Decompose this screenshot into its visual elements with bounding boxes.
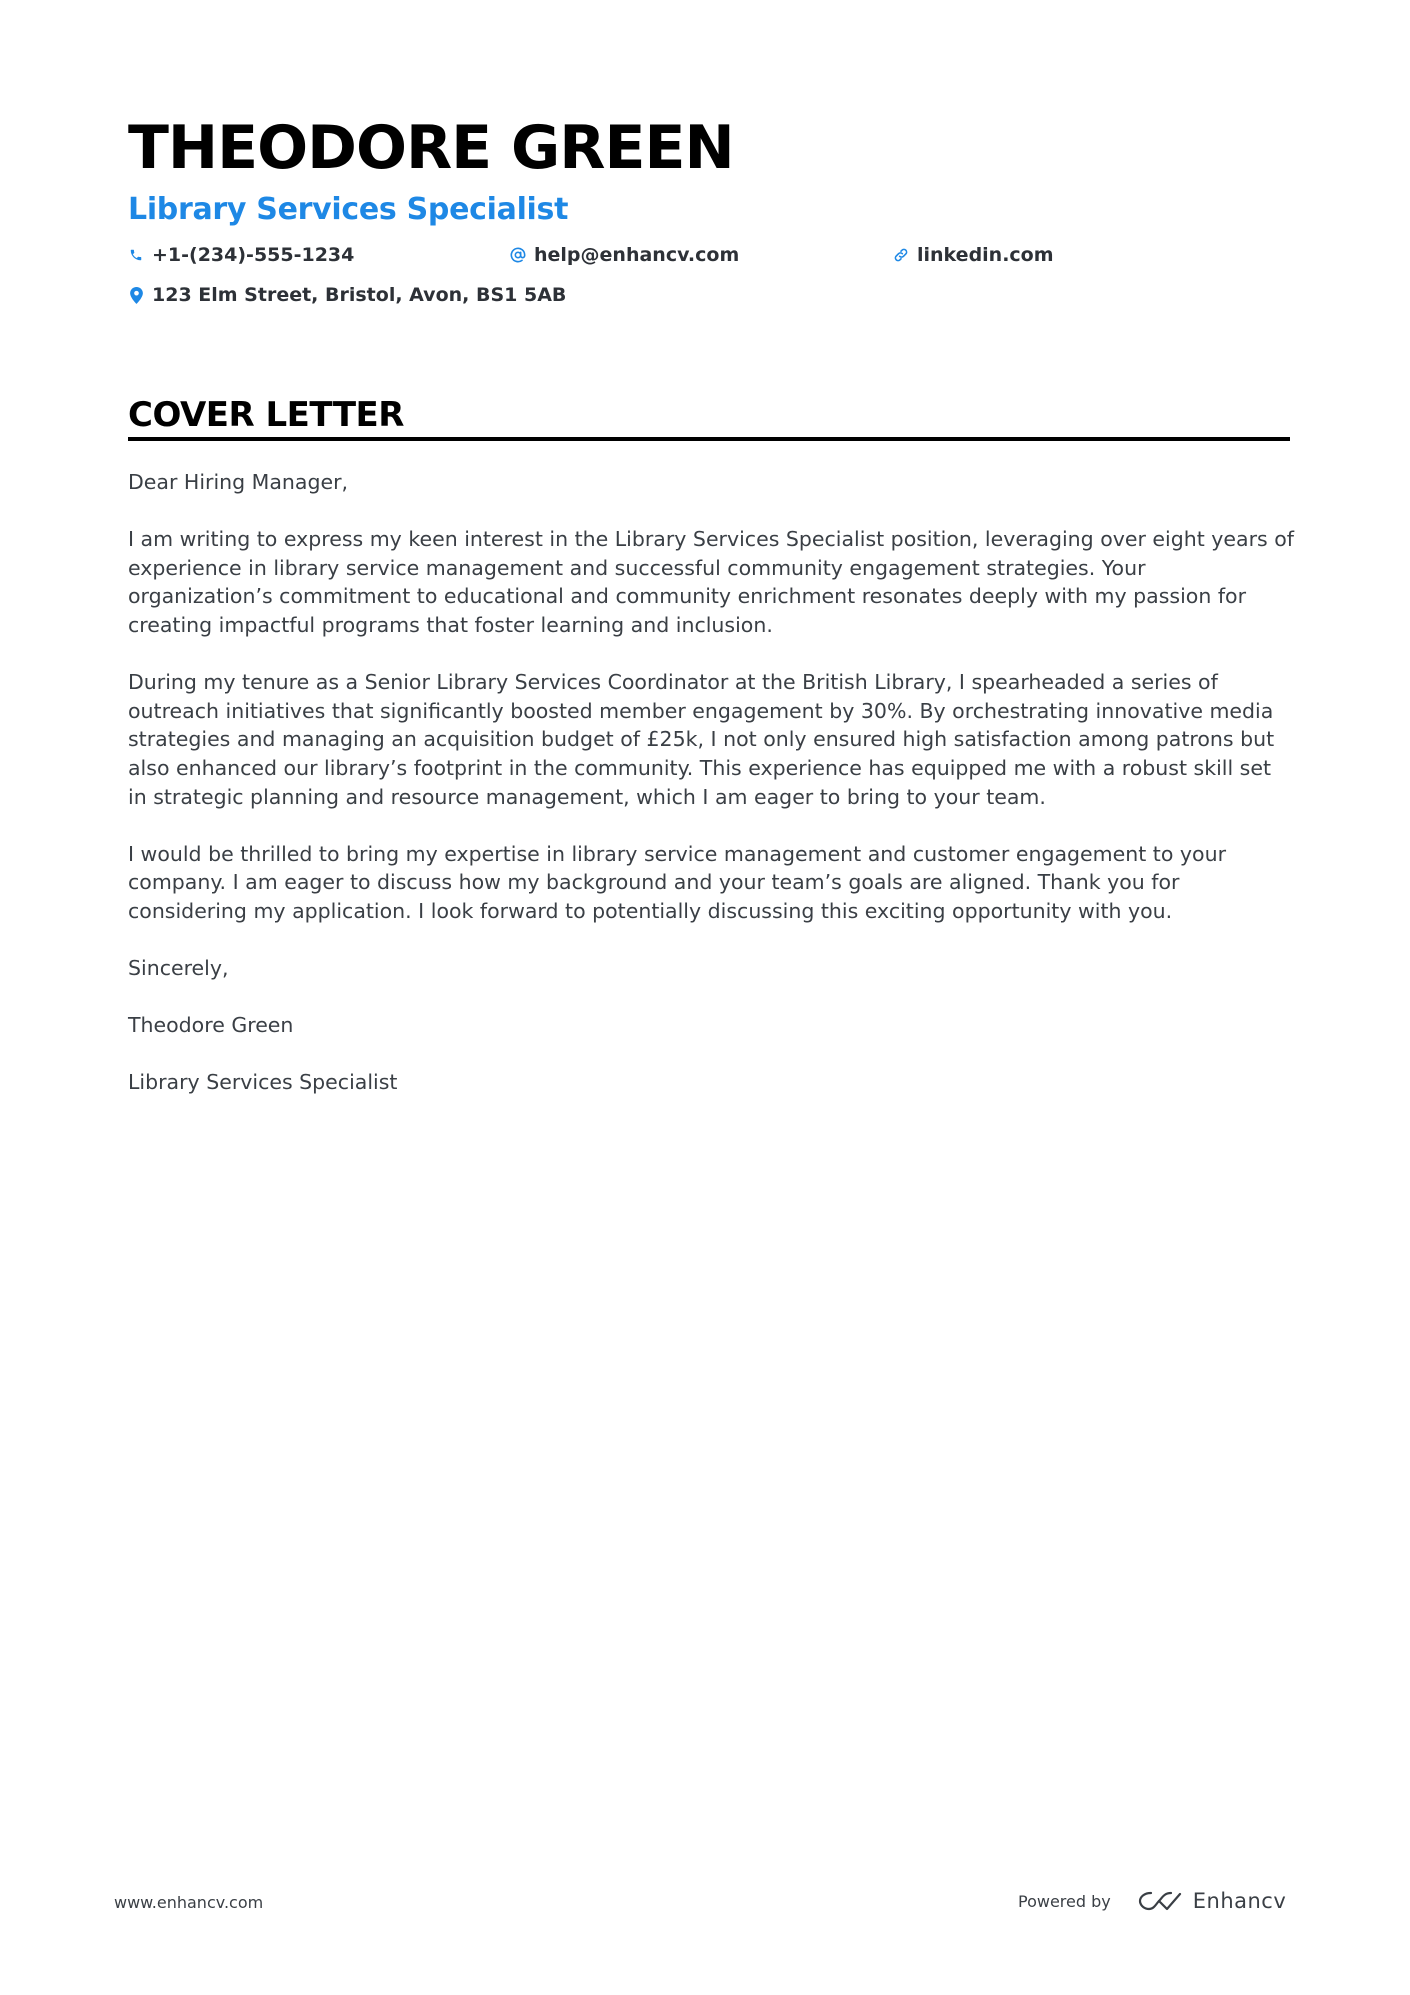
letter-greeting: Dear Hiring Manager, xyxy=(128,470,349,494)
contact-email[interactable] xyxy=(510,242,739,268)
brand-name: Enhancv xyxy=(1192,1889,1287,1913)
linkedin-text[interactable]: linkedin.com xyxy=(917,244,1054,266)
section-title: COVER LETTER xyxy=(128,395,404,435)
powered-by xyxy=(1018,1889,1286,1913)
letter-closing: Sincerely, xyxy=(128,956,229,981)
footer-url[interactable]: www.enhancv.com xyxy=(114,1893,264,1912)
letter-paragraph: During my tenure as a Senior Library Services Coordinator at the British Library, I spearheaded a series of outreach initiatives that significantly boosted member engagement by 30%. By orchestrating innovative media strategies and managing an acquisition budget of £25k, I not only ensured high satisfaction among patrons but also enhanced our library’s footprint in the community. This experience has equipped me with a robust skill set in strategic planning and resource management, which I am eager to bring to your team. xyxy=(128,670,1275,809)
phone-icon xyxy=(128,246,144,264)
letter-paragraph: I would be thrilled to bring my expertise in library service management and customer engagement to your company. I am eager to discuss how my background and your team’s goals are aligned. Thank you for considering my application. I look forward to potentially discussing this exciting opportunity with you. xyxy=(128,841,1226,923)
contact-phone xyxy=(128,242,354,268)
candidate-name: THEODORE GREEN xyxy=(128,113,734,183)
at-icon xyxy=(510,246,526,264)
candidate-role: Library Services Specialist xyxy=(128,192,569,227)
phone-text: +1-(234)-555-1234 xyxy=(152,244,355,266)
contact-linkedin[interactable] xyxy=(893,242,1054,268)
letter-body xyxy=(128,468,1294,1126)
signature-name: Theodore Green xyxy=(128,1013,294,1038)
letter-paragraph: I am writing to express my keen interest in the Library Services Specialist position, leveraging over eight years of experience in library service management and successful community engagement strategies. Your organization’s commitment to educational and community enrichment resonates deeply with my passion for creating impactful programs that foster learning and inclusion. xyxy=(128,527,1294,637)
link-icon xyxy=(893,246,909,264)
enhancv-logo-icon xyxy=(1137,1889,1183,1913)
email-text[interactable]: help@enhancv.com xyxy=(534,244,740,266)
contact-address xyxy=(128,282,566,308)
powered-by-label: Powered by xyxy=(1018,1891,1111,1911)
signature-title: Library Services Specialist xyxy=(128,1070,398,1095)
address-text: 123 Elm Street, Bristol, Avon, BS1 5AB xyxy=(152,284,567,306)
section-divider xyxy=(128,437,1290,441)
location-pin-icon xyxy=(128,286,144,304)
